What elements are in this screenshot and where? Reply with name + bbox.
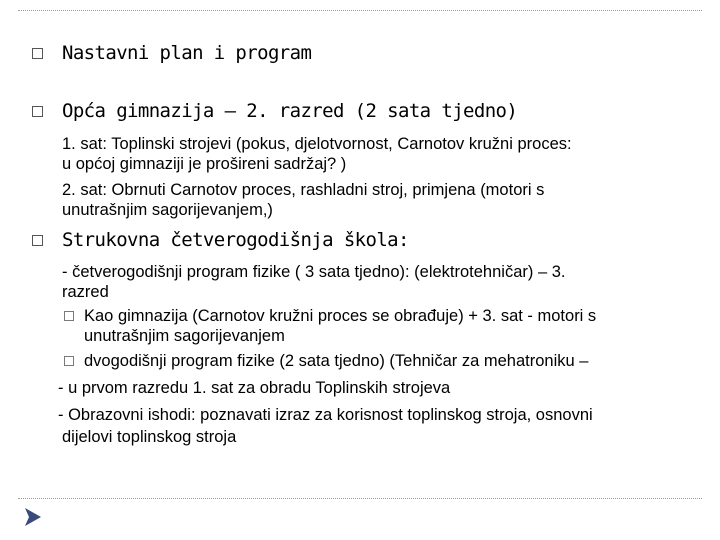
s3-sub2-line-1: dvogodišnji program fizike (2 sata tjedno) (Tehničar za mehatroniku – (84, 352, 589, 370)
s3-sub1-line-2: unutrašnjim sagorijevanjem (84, 327, 285, 345)
top-rule (18, 10, 702, 11)
bullet-icon (32, 106, 43, 117)
sub-bullet-icon (64, 356, 74, 366)
next-slide-arrow-icon[interactable] (22, 506, 44, 528)
bottom-rule (18, 498, 702, 499)
heading-nastavni-plan: Nastavni plan i program (62, 42, 312, 64)
s3-after-line-1: - u prvom razredu 1. sat za obradu Toplinskih strojeva (58, 379, 451, 397)
s3-line-2: razred (62, 283, 109, 301)
bullet-icon (32, 48, 43, 59)
sub-bullet-icon (64, 311, 74, 321)
s3-sub1-line-1: Kao gimnazija (Carnotov kružni proces se obrađuje) + 3. sat - motori s (84, 307, 597, 325)
s3-after-line-3: dijelovi toplinskog stroja (62, 428, 237, 446)
heading-opca-gimnazija: Opća gimnazija – 2. razred (2 sata tjedno) (62, 100, 518, 122)
s2-line-2: u općoj gimnaziji je prošireni sadržaj? ) (62, 155, 347, 173)
s3-after-line-2: - Obrazovni ishodi: poznavati izraz za korisnost toplinskog stroja, osnovni (58, 406, 593, 424)
s2-line-4: unutrašnjim sagorijevanjem,) (62, 201, 273, 219)
s2-line-3: 2. sat: Obrnuti Carnotov proces, rashladni stroj, primjena (motori s (62, 181, 545, 199)
bullet-icon (32, 235, 43, 246)
s2-line-1: 1. sat: Toplinski strojevi (pokus, djelotvornost, Carnotov kružni proces: (62, 135, 572, 153)
heading-strukovna-skola: Strukovna četverogodišnja škola: (62, 229, 409, 251)
s3-line-1: - četverogodišnji program fizike ( 3 sata tjedno): (elektrotehničar) – 3. (62, 263, 566, 281)
